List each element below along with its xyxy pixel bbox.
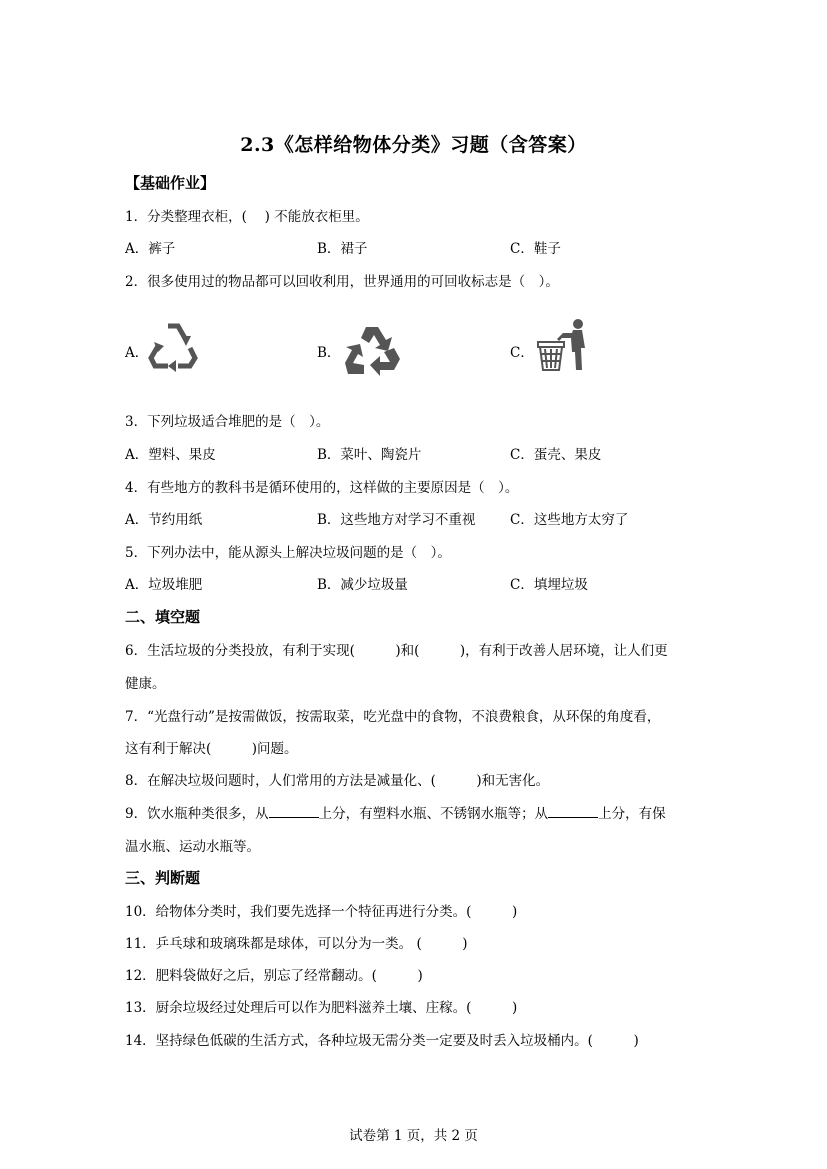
question-1: 1．分类整理衣柜，( ) 不能放衣柜里。 xyxy=(125,209,369,225)
q2-option-c: C． xyxy=(510,345,534,361)
page-title: 2.3《怎样给物体分类》习题（含答案） xyxy=(240,134,587,156)
q9-blank-1 xyxy=(269,805,319,818)
q4-option-c: C．这些地方太穷了 xyxy=(510,512,629,528)
question-12: 12．肥料袋做好之后，别忘了经常翻动。( ) xyxy=(125,968,423,984)
question-7-line2: 这有利于解决( )问题。 xyxy=(125,741,298,757)
section-basic: 【基础作业】 xyxy=(125,174,216,192)
question-3: 3．下列垃圾适合堆肥的是（ ）。 xyxy=(125,414,330,430)
question-5: 5．下列办法中，能从源头上解决垃圾问题的是（ ）。 xyxy=(125,545,451,561)
q3-option-a: A．塑料、果皮 xyxy=(125,447,216,463)
q1-option-b: B．裙子 xyxy=(317,241,368,257)
question-11: 11．乒乓球和玻璃珠都是球体，可以分为一类。 ( ) xyxy=(125,936,468,952)
section-judge: 三、判断题 xyxy=(125,869,201,887)
q4-option-b: B．这些地方对学习不重视 xyxy=(317,512,476,528)
section-fill: 二、填空题 xyxy=(125,608,201,626)
q2-option-b: B． xyxy=(317,345,341,361)
q5-option-c: C．填埋垃圾 xyxy=(510,577,588,593)
q3-option-b: B．菜叶、陶瓷片 xyxy=(317,447,422,463)
question-6-line1: 6．生活垃圾的分类投放，有利于实现( )和( )，有利于改善人居环境，让人们更 xyxy=(125,643,668,659)
question-8: 8．在解决垃圾问题时，人们常用的方法是减量化、( )和无害化。 xyxy=(125,773,550,789)
q5-option-a: A．垃圾堆肥 xyxy=(125,577,203,593)
q2-option-a: A． xyxy=(125,345,149,361)
question-13: 13．厨余垃圾经过处理后可以作为肥料滋养土壤、庄稼。( ) xyxy=(125,1000,518,1016)
question-9-line2: 温水瓶、运动水瓶等。 xyxy=(125,839,260,855)
page-footer: 试卷第 1 页，共 2 页 xyxy=(349,1128,478,1144)
q3-option-c: C．蛋壳、果皮 xyxy=(510,447,602,463)
q9-text-part2: 上分，有塑料水瓶、不锈钢水瓶等；从 xyxy=(318,806,549,822)
q1-option-a: A．裤子 xyxy=(125,241,176,257)
recycle-symbol-icon xyxy=(344,324,402,378)
question-10: 10．给物体分类时，我们要先选择一个特征再进行分类。( ) xyxy=(125,904,518,920)
q9-blank-2 xyxy=(548,805,598,818)
q9-text-part1: 9．饮水瓶种类很多，从 xyxy=(125,806,269,822)
question-4: 4．有些地方的教科书是循环使用的，这样做的主要原因是（ ）。 xyxy=(125,480,519,496)
question-9-line1 xyxy=(125,802,666,822)
question-6-line2: 健康。 xyxy=(125,676,166,692)
question-14: 14．坚持绿色低碳的生活方式，各种垃圾无需分类一定要及时丢入垃圾桶内。( ) xyxy=(125,1033,639,1049)
q9-text-part3: 上分，有保 xyxy=(598,806,666,822)
question-2: 2．很多使用过的物品都可以回收利用，世界通用的可回收标志是（ ）。 xyxy=(125,274,559,290)
recycle-outline-icon xyxy=(148,322,198,374)
question-7-line1: 7．“光盘行动”是按需做饭，按需取菜，吃光盘中的食物，不浪费粮食，从环保的角度看， xyxy=(125,709,661,725)
q5-option-b: B．减少垃圾量 xyxy=(317,577,408,593)
q4-option-a: A．节约用纸 xyxy=(125,512,203,528)
trash-bin-person-icon xyxy=(535,318,590,373)
q1-option-c: C．鞋子 xyxy=(510,241,561,257)
